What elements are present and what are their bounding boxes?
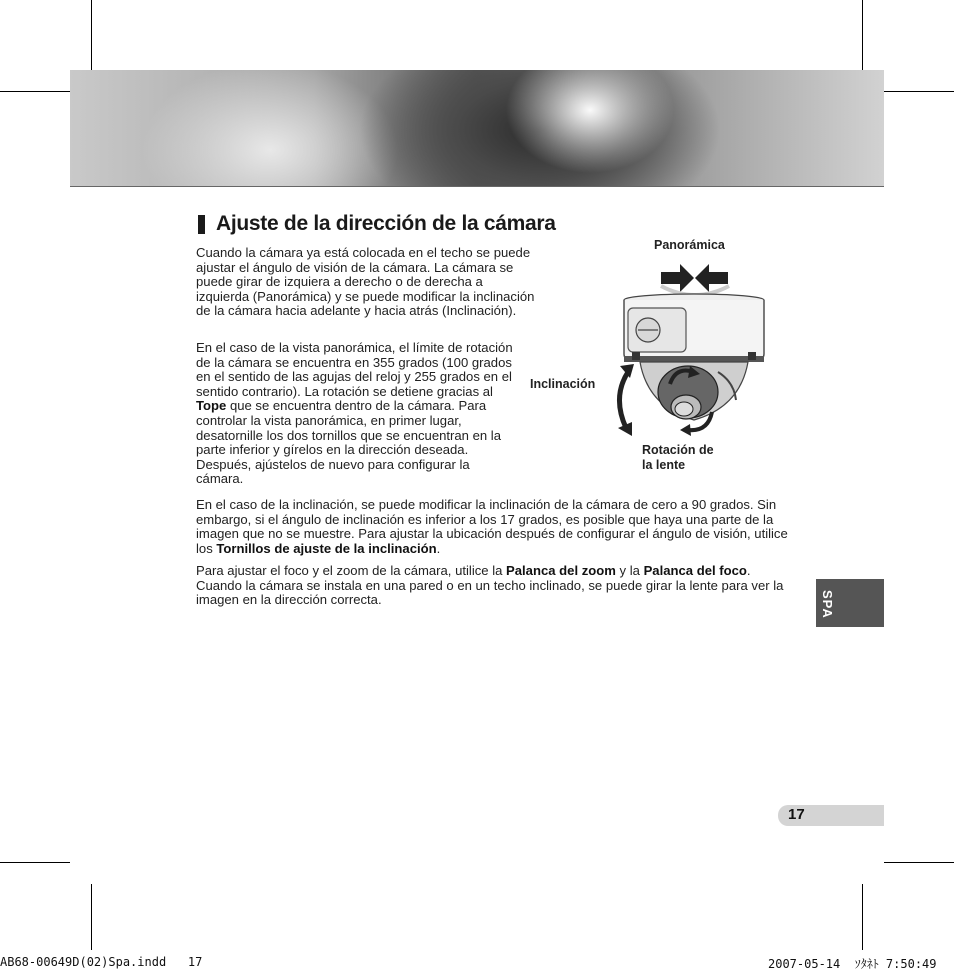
paragraph-tilt-text-1: En el caso de la inclinación, se puede modificar la inclinación de la cámara de cero a 90 grados. Sin embargo, si el ángulo de inclinación es inferior a los 17 grados, es posible que haya una parte de la imagen que no se muestre. Para ajustar la ubicación después de configurar el ángulo de visión, utilice los [196, 497, 788, 556]
label-rotacion-line2: la lente [642, 458, 686, 472]
term-focus-lever: Palanca del foco [643, 563, 747, 578]
paragraph-focus-zoom [196, 564, 798, 608]
print-slug-date: 2007-05-14 ｿﾀﾈﾄ 7:50:49 [768, 957, 937, 971]
language-tab-label: SPA [820, 590, 835, 619]
term-tilt-screws: Tornillos de ajuste de la inclinación [216, 540, 437, 556]
print-slug-file: AB68-00649D(02)Spa.indd 17 [0, 955, 203, 969]
crop-mark-bottom-left-h [0, 862, 70, 863]
camera-direction-figure [528, 232, 798, 477]
crop-mark-top-left-v [91, 0, 92, 70]
camera-illustration [528, 232, 798, 477]
crop-mark-bottom-left-v [91, 884, 92, 950]
title-bar-marker [198, 215, 205, 234]
term-tope: Tope [196, 398, 227, 414]
crop-mark-bottom-right-v [862, 884, 863, 950]
paragraph-pan-text-2: que se encuentra dentro de la cámara. Para controlar la vista panorámica, en primer lugar, desatornille los dos tornillos que se encuentran en la parte inferior y gírelos en la dirección deseada. Después, ajústelos de nuevo para configurar la cámara. [196, 398, 501, 487]
section-title-text: Ajuste de la dirección de la cámara [216, 212, 556, 235]
paragraph-focus-text-3: . Cuando la cámara se instala en una pared o en un techo inclinado, se puede girar la lente para ver la imagen en la dirección correcta. [196, 563, 784, 608]
term-zoom-lever: Palanca del zoom [506, 563, 616, 578]
camera-housing [624, 294, 764, 362]
crop-mark-top-right-h [884, 91, 954, 92]
paragraph-intro: Cuando la cámara ya está colocada en el techo se puede ajustar el ángulo de visión de la cámara. La cámara se puede girar de izquiera a derecho o de derecha a izquierda (Panorámica) y se puede modificar la inclinación de la cámara hacia adelante y hacia atrás (Inclinación). [196, 245, 535, 319]
crop-mark-top-right-v [862, 0, 863, 70]
paragraph-pan-text-1: En el caso de la vista panorámica, el límite de rotación de la cámara se encuentra en 355 grados (100 grados en el sentido de las agujas del reloj y 255 grados en el sentido contrario). La rotación se detiene gracias al [196, 340, 513, 399]
crop-mark-top-left-h [0, 91, 70, 92]
tilt-arrow-icon [618, 364, 634, 436]
paragraph-tilt [196, 498, 798, 556]
paragraph-focus-text-1: Para ajustar el foco y el zoom de la cámara, utilice la [196, 563, 507, 578]
header-banner-image [70, 70, 884, 187]
paragraph-tilt-text-2: . [436, 540, 441, 556]
crop-mark-bottom-right-h [884, 862, 954, 863]
paragraph-pan [196, 341, 518, 487]
pan-arrows-icon [661, 264, 729, 295]
page-number: 17 [788, 806, 805, 823]
label-inclinacion: Inclinación [530, 377, 596, 391]
label-panoramica: Panorámica [654, 238, 725, 252]
label-rotacion-line1: Rotación de [642, 443, 714, 457]
section-title [198, 212, 556, 236]
paragraph-focus-text-2: y la [615, 563, 644, 578]
